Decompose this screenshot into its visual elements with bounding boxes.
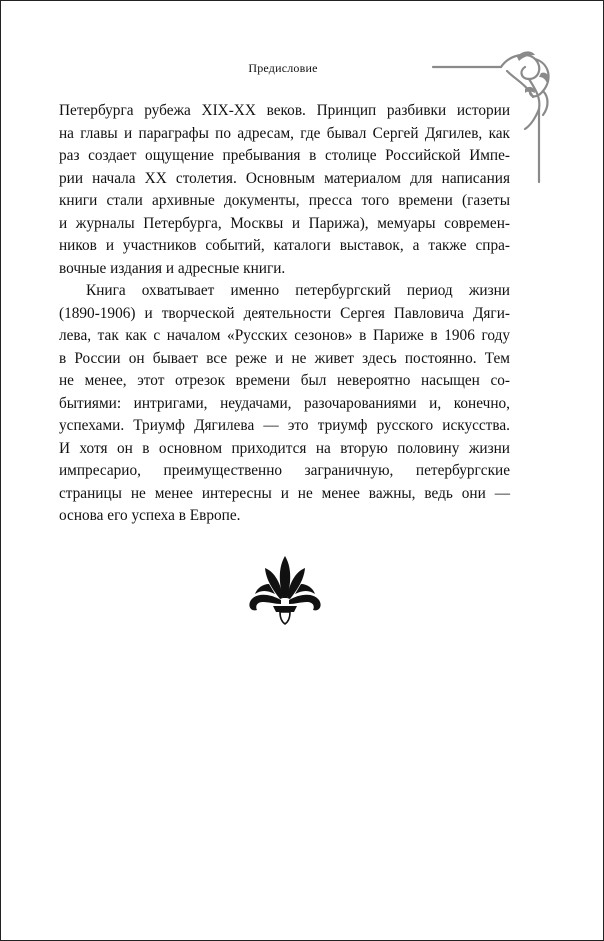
text-line: основа его успеха в Европе. xyxy=(59,507,241,524)
text-line: Книга охватывает именно петербургский период жизни xyxy=(86,282,510,299)
text-line: (1890-1906) и творческой деятельности Сергея Павловича Дяги- xyxy=(59,304,510,322)
body-text xyxy=(59,100,510,528)
paragraph-2 xyxy=(59,280,510,528)
text-line: импресарио, преимущественно заграничную, петербургские xyxy=(59,462,510,479)
text-line: страницы не менее интересны и не менее важны, ведь они — xyxy=(59,484,510,502)
lily-flower-ornament-icon xyxy=(247,554,323,626)
text-line: в России он бывает все реже и не живет здесь постоянно. Тем xyxy=(59,349,510,367)
text-line: ников и участников событий, каталоги выставок, а также спра- xyxy=(59,237,510,254)
text-line: и журналы Петербурга, Москвы и Парижа), мемуары современ- xyxy=(59,214,510,232)
text-line: не менее, этот отрезок времени был невероятно насыщен со- xyxy=(59,372,510,389)
text-line: Петербурга рубежа XIX-XX веков. Принцип разбивки истории xyxy=(59,102,510,119)
text-line: успехами. Триумф Дягилева — это триумф русского искусства. xyxy=(59,417,510,434)
text-line: бытиями: интригами, неудачами, разочарованиями и, конечно, xyxy=(59,394,510,412)
text-line: на главы и параграфы по адресам, где бывал Сергей Дягилев, как xyxy=(59,124,510,142)
text-line: раз создает ощущение пребывания в столице Российской Импе- xyxy=(59,147,510,164)
text-line: вочные издания и адресные книги. xyxy=(59,259,286,277)
text-line: рии начала XX столетия. Основным материалом для написания xyxy=(59,169,510,187)
text-line: лева, так как с началом «Русских сезонов» в Париже в 1906 году xyxy=(59,327,510,344)
text-line: И хотя он в основном приходится на вторую половину жизни xyxy=(59,439,510,457)
text-line: книги стали архивные документы, пресса того времени (газеты xyxy=(59,192,510,209)
paragraph-1 xyxy=(59,100,510,280)
running-head: Предисловие xyxy=(248,61,318,75)
